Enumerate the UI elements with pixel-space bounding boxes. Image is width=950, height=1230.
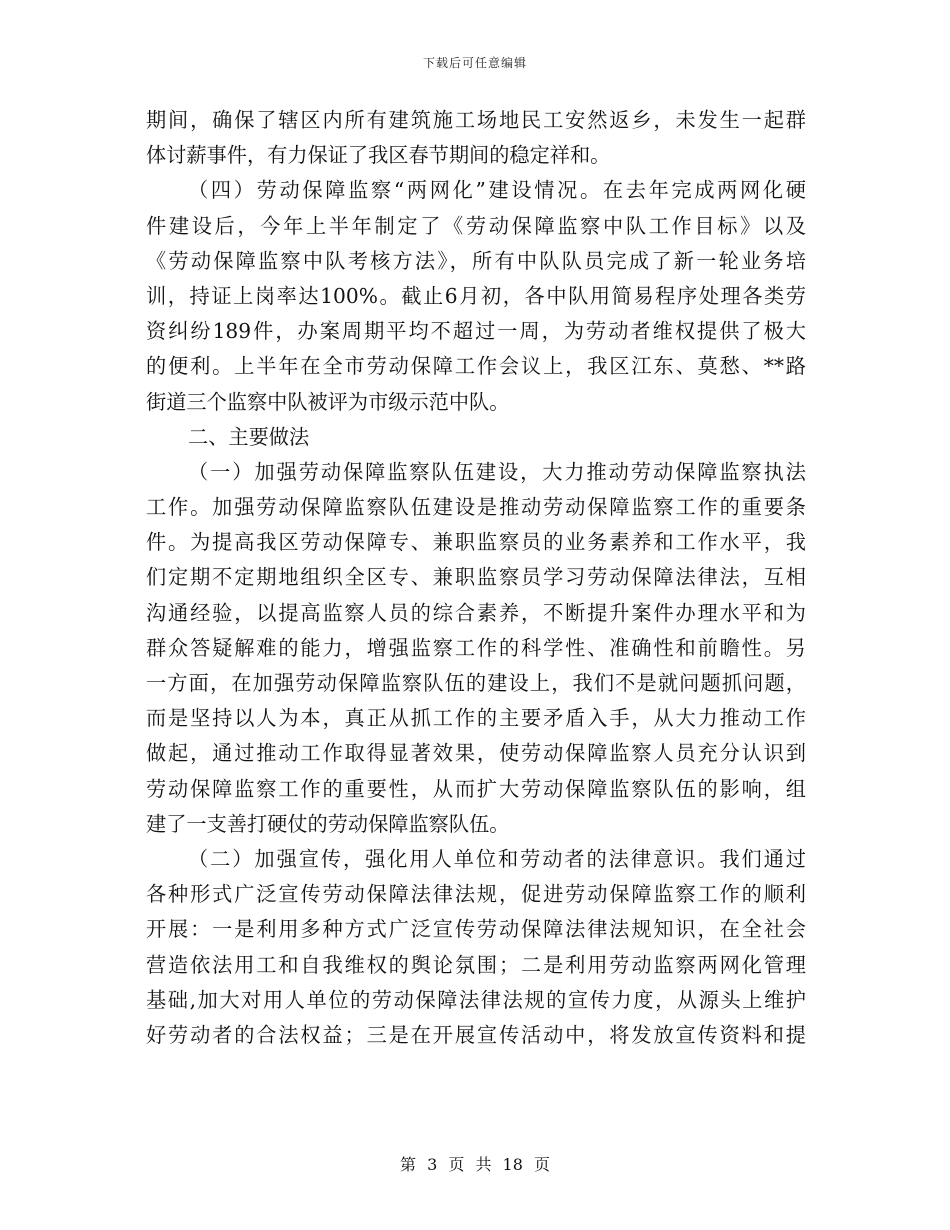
body-line: 件。为提高我区劳动保障专、兼职监察员的业务素养和工作水平，我 (146, 530, 806, 555)
body-line: 而是坚持以人为本，真正从抓工作的主要矛盾入手，从大力推动工作 (146, 706, 806, 731)
body-line: 开展：一是利用多种方式广泛宣传劳动保障法律法规知识，在全社会 (146, 917, 806, 942)
body-line: 期间，确保了辖区内所有建筑施工场地民工安然返乡，未发生一起群 (146, 108, 806, 132)
paragraph-first-line: （二）加强宣传，强化用人单位和劳动者的法律意识。我们通过 (188, 846, 806, 871)
body-line: 一方面，在加强劳动保障监察队伍的建设上，我们不是就问题抓问题， (146, 671, 806, 695)
body-line: 各种形式广泛宣传劳动保障法律法规，促进劳动保障监察工作的顺利 (146, 882, 806, 907)
body-line: 劳动保障监察工作的重要性，从而扩大劳动保障监察队伍的影响，组 (146, 776, 806, 801)
body-line: 训，持证上岗率达100%。截止6月初，各中队用简易程序处理各类劳 (146, 283, 806, 308)
body-line: 的便利。上半年在全市劳动保障工作会议上，我区江东、莫愁、**路 (146, 354, 806, 379)
paragraph-first-line: （四）劳动保障监察“两网化”建设情况。在去年完成两网化硬 (188, 178, 806, 203)
body-line: 群众答疑解难的能力，增强监察工作的科学性、准确性和前瞻性。另 (146, 635, 806, 660)
body-line: 们定期不定期地组织全区专、兼职监察员学习劳动保障法律法，互相 (146, 565, 806, 590)
body-line: 好劳动者的合法权益；三是在开展宣传活动中，将发放宣传资料和提 (146, 1022, 806, 1047)
body-line: 做起，通过推动工作取得显著效果，使劳动保障监察人员充分认识到 (146, 741, 806, 766)
paragraph-first-line: （一）加强劳动保障监察队伍建设，大力推动劳动保障监察执法 (188, 459, 806, 484)
body-line: 工作。加强劳动保障监察队伍建设是推动劳动保障监察工作的重要条 (146, 495, 806, 520)
body-line: 件建设后，今年上半年制定了《劳动保障监察中队工作目标》以及 (146, 213, 806, 238)
body-line: 街道三个监察中队被评为市级示范中队。 (146, 389, 510, 414)
body-line: 体讨薪事件，有力保证了我区春节期间的稳定祥和。 (146, 143, 611, 168)
body-line: 基础,加大对用人单位的劳动保障法律法规的宣传力度，从源头上维护 (146, 987, 806, 1012)
section-heading: 二、主要做法 (188, 424, 310, 449)
body-line: 沟通经验，以提高监察人员的综合素养，不断提升案件办理水平和为 (146, 600, 806, 625)
body-line: 《劳动保障监察中队考核方法》，所有中队队员完成了新一轮业务培 (146, 248, 806, 273)
body-line: 资纠纷189件，办案周期平均不超过一周，为劳动者维权提供了极大 (146, 319, 806, 344)
body-line: 建了一支善打硬仗的劳动保障监察队伍。 (146, 811, 510, 836)
document-body (146, 103, 806, 1053)
page-header: 下载后可任意编辑 (422, 56, 527, 70)
page-number-footer: 第 3 页 共 18 页 (400, 1155, 550, 1174)
body-line: 营造依法用工和自我维权的舆论氛围；二是利用劳动监察两网化管理 (146, 952, 806, 977)
